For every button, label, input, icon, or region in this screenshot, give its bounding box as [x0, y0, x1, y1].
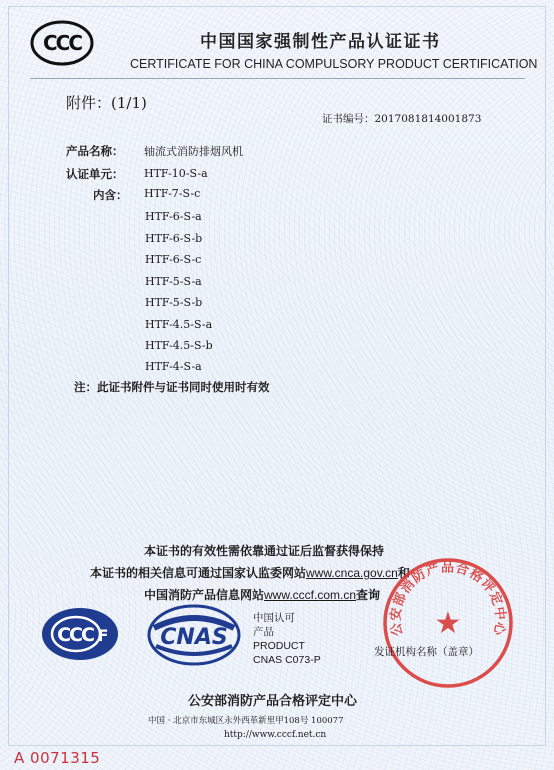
title-en: CERTIFICATE FOR CHINA COMPULSORY PRODUCT CERTIFICATION — [130, 57, 538, 71]
cccf-link[interactable]: www.cccf.com.cn — [264, 588, 357, 602]
content-item: HTF-7-S-c — [144, 187, 201, 200]
content-item: HTF-5-S-a — [145, 275, 202, 288]
cnas-logo — [146, 604, 242, 670]
validity-line-1 — [144, 542, 384, 559]
accreditation-block — [253, 611, 321, 667]
content-item: HTF-5-S-b — [145, 296, 203, 309]
ccc-logo-text: CCC — [42, 31, 82, 55]
issuing-authority: 公安部消防产品合格评定中心 — [188, 694, 358, 709]
validity-line-3 — [144, 586, 380, 603]
validity-line-3-prefix: 中国消防产品信息网站 — [144, 588, 265, 602]
content-item: HTF-6-S-b — [145, 232, 203, 245]
validity-line-2-prefix: 本证书的相关信息可通过国家认监委网站 — [90, 566, 307, 580]
validity-line-1-text: 本证书的有效性需依靠通过证后监督获得保持 — [144, 544, 385, 558]
cnca-link[interactable]: www.cnca.gov.cn — [306, 566, 398, 580]
contents-label: 内含： — [93, 188, 128, 202]
official-seal — [380, 555, 516, 695]
serial-number: A 0071315 — [14, 749, 101, 767]
unit-label: 认证单元： — [66, 167, 124, 181]
issuer-label: 发证机构名称（盖章） — [374, 646, 479, 658]
content-item: HTF-4.5-S-a — [145, 318, 213, 331]
product-name-label: 产品名称： — [66, 144, 124, 158]
content-item: HTF-6-S-a — [145, 210, 202, 223]
authority-url[interactable]: http://www.cccf.net.cn — [224, 730, 327, 740]
ccc-f-logo-letter: F — [97, 626, 109, 645]
unit-value: HTF-10-S-a — [144, 167, 208, 180]
header-divider — [30, 78, 525, 79]
accreditation-line: 中国认可 — [253, 612, 295, 624]
content-item: HTF-4-S-a — [145, 360, 202, 373]
certificate-number: 证书编号：2017081814001873 — [322, 113, 482, 125]
cnas-logo-text: CNAS — [160, 625, 228, 650]
ccc-f-logo — [40, 606, 120, 666]
product-name-value: 轴流式消防排烟风机 — [144, 145, 243, 158]
accreditation-line: CNAS C073-P — [253, 654, 321, 666]
attachment-label: 附件：(1/1) — [66, 94, 147, 112]
validity-line-2-suffix: 和 — [397, 566, 410, 580]
validity-line-3-suffix: 查询 — [356, 588, 381, 602]
seal-text: 公安部消防产品合格评定中心 — [388, 560, 508, 638]
authority-address: 中国 · 北京市东城区永外西革新里甲108号 100077 — [148, 716, 344, 726]
accreditation-line: PRODUCT — [253, 640, 305, 652]
accreditation-line: 产品 — [253, 626, 274, 638]
ccc-logo — [30, 20, 94, 70]
ccc-f-logo-text: CCC — [57, 624, 93, 646]
title-cn: 中国国家强制性产品认证证书 — [200, 32, 441, 52]
validity-note: 注：此证书附件与证书同时使用时有效 — [74, 380, 270, 394]
validity-line-2 — [90, 564, 410, 581]
content-item: HTF-4.5-S-b — [145, 339, 213, 352]
content-item: HTF-6-S-c — [145, 253, 202, 266]
seal-star-icon: ★ — [434, 606, 462, 641]
